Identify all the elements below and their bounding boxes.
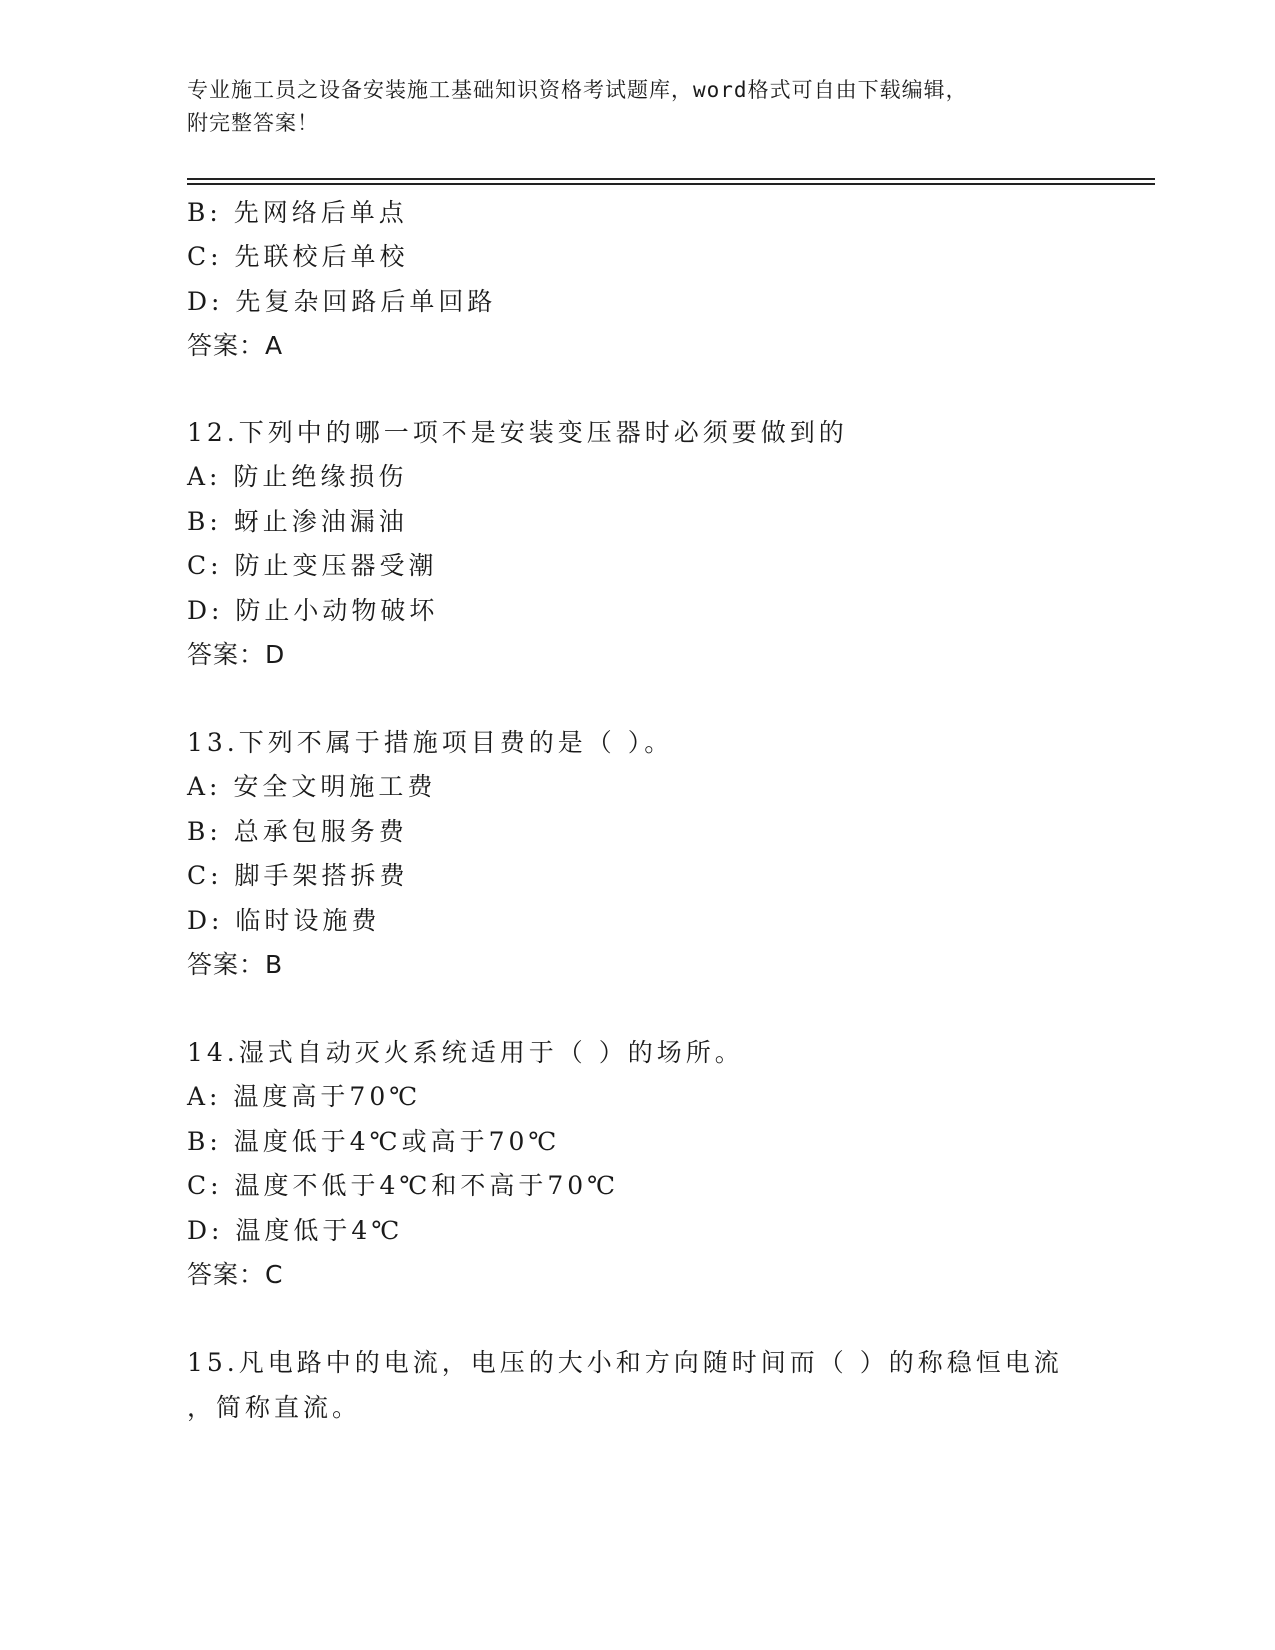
q15-question-line-1: 15.凡电路中的电流，电压的大小和方向随时间而（ ）的称稳恒电流	[187, 1348, 1063, 1377]
q13-option-d: D: 临时设施费	[187, 906, 381, 935]
q14-option-a: A: 温度高于70℃	[187, 1082, 422, 1111]
header-divider-top	[187, 178, 1155, 180]
q15-question-line-2: ，简称直流。	[187, 1393, 362, 1422]
q12-question: 12.下列中的哪一项不是安装变压器时必须要做到的	[187, 418, 848, 447]
q11-option-c: C: 先联校后单校	[187, 242, 409, 271]
q14-option-d: D: 温度低于4℃	[187, 1216, 404, 1245]
q13-answer: 答案：B	[187, 950, 284, 979]
header-line-2: 附完整答案！	[187, 111, 319, 135]
document-header	[187, 74, 1087, 140]
q11-answer: 答案：A	[187, 331, 284, 360]
q14-option-c: C: 温度不低于4℃和不高于70℃	[187, 1171, 620, 1200]
q12-answer: 答案：D	[187, 640, 286, 669]
q13-question: 13.下列不属于措施项目费的是（ ）。	[187, 728, 674, 757]
q12-option-b: B: 蚜止渗油漏油	[187, 507, 408, 536]
q11-option-d: D: 先复杂回路后单回路	[187, 287, 497, 316]
q12-option-d: D: 防止小动物破坏	[187, 596, 439, 625]
header-divider-bottom	[187, 183, 1155, 185]
header-line-1: 专业施工员之设备安装施工基础知识资格考试题库，word格式可自由下载编辑，	[187, 78, 968, 102]
q12-option-a: A: 防止绝缘损伤	[187, 462, 408, 491]
q13-option-a: A: 安全文明施工费	[187, 772, 437, 801]
q13-option-b: B: 总承包服务费	[187, 817, 408, 846]
q14-option-b: B: 温度低于4℃或高于70℃	[187, 1127, 561, 1156]
q13-option-c: C: 脚手架搭拆费	[187, 861, 409, 890]
q14-answer: 答案：C	[187, 1260, 284, 1289]
q11-option-b: B: 先网络后单点	[187, 198, 408, 227]
q12-option-c: C: 防止变压器受潮	[187, 551, 438, 580]
q14-question: 14.湿式自动灭火系统适用于（ ）的场所。	[187, 1038, 744, 1067]
